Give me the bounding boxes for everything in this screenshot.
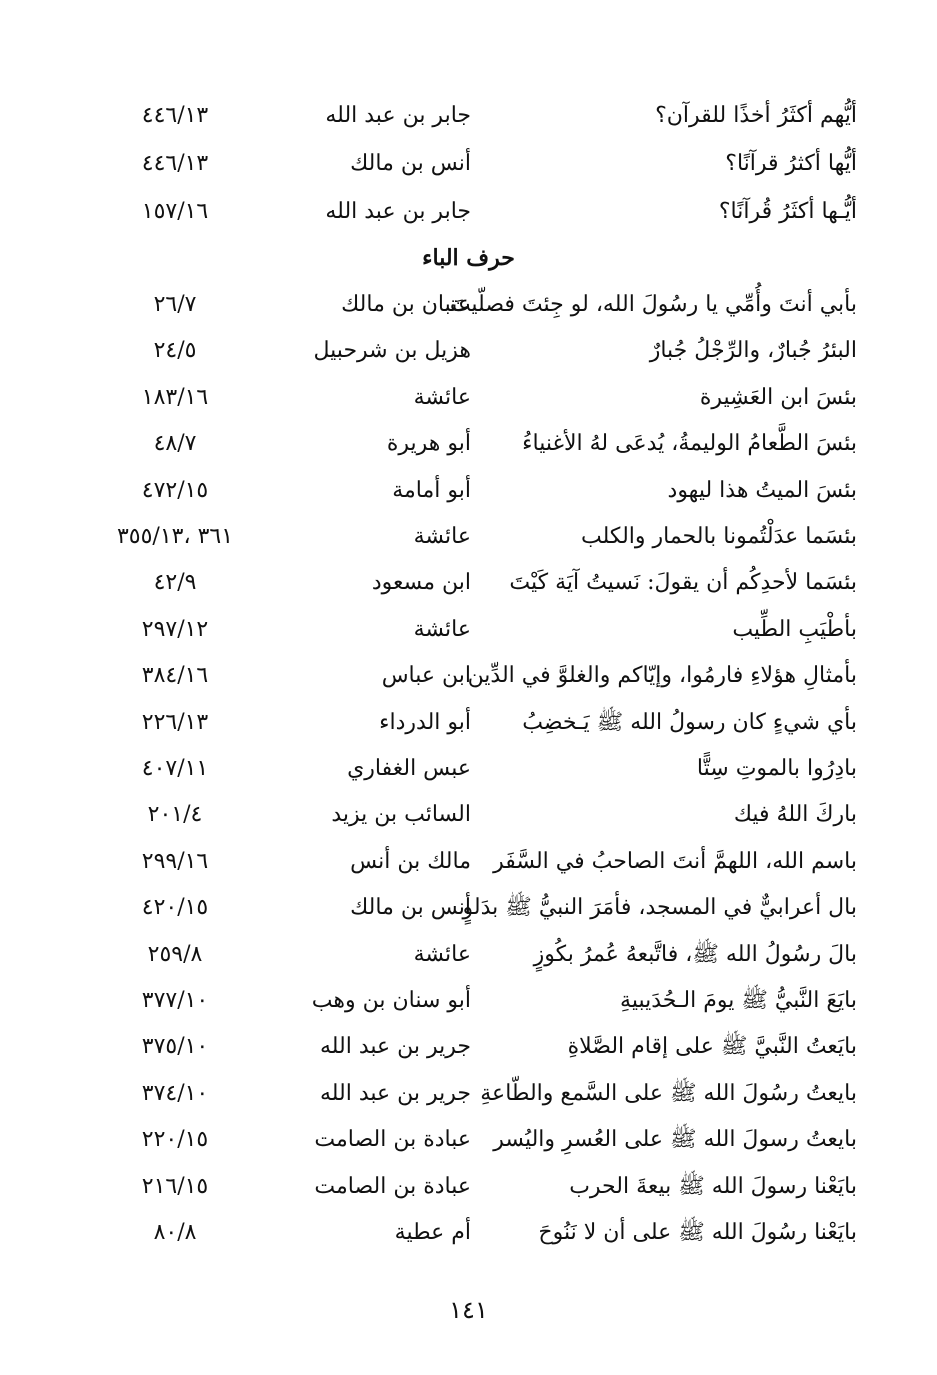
hadith-text: بادِرُوا بالموتِ سِتًّا [696,756,857,781]
narrator-name: عبادة بن الصامت [314,1127,471,1153]
narrator-name: جرير بن عبد الله [319,1034,471,1060]
hadith-text: بأمثالِ هؤلاءِ فارمُوا، وإيّاكم والغلوَّ في الدِّين [467,663,857,689]
hadith-text: بأبي أنتَ وأُمِّي يا رسُولَ الله، لو جِئتَ فصلّيتَ [449,292,857,317]
volume-page-reference: ١٥٧/١٦ [141,199,209,224]
hadith-text: بئسَ ابن العَشِيرة [699,384,857,410]
hadith-text: بايَعتُ النَّبيَّ ﷺ على إقام الصَّلاةِ [567,1034,857,1060]
narrator-name: السائب بن يزيد [331,802,471,828]
hadith-text: البئرُ جُبارٌ، والرِّجْلُ جُبارٌ [649,338,857,364]
hadith-text: بايَعْنا رسولَ الله ﷺ بيعةَ الحرب [569,1173,857,1199]
narrator-name: جرير بن عبد الله [319,1080,471,1106]
volume-page-reference: ٢٩٩/١٦ [141,848,209,874]
volume-page-reference: ٤٢/٩ [153,570,197,596]
index-row [0,749,937,789]
index-row [0,563,937,603]
hadith-text: بئسَ الميتُ هذا ليهود [667,477,857,503]
hadith-text: أيُّـها أكثَرُ قُرآنًا؟ [718,199,857,224]
volume-page-reference: ٢٥٩/٨ [147,941,203,967]
volume-page-reference: ٢٦/٧ [153,292,197,317]
narrator-name: أبو الدرداء [379,709,471,735]
hadith-text: بأطْيَبِ الطِّيب [732,616,857,642]
hadith-text: بايَعْنا رسُولَ الله ﷺ على أن لا نَنُوحَ [538,1220,857,1245]
narrator-name: ابن مسعود [371,570,471,596]
volume-page-reference: ٤٠٧/١١ [141,756,209,781]
volume-page-reference: ٣٧٧/١٠ [141,988,209,1013]
narrator-name: أنس بن مالك [350,895,471,921]
index-row [0,285,937,325]
hadith-text: أيُّهم أكثَرُ أخذًا للقرآن؟ [655,103,857,128]
hadith-text: بئسَما عدَلْتُمونا بالحمار والكلب [581,524,857,549]
index-row [0,192,937,232]
narrator-name: عتبان بن مالك [341,292,471,317]
narrator-name: أبو أمامة [392,477,471,503]
index-row [0,888,937,928]
volume-page-reference: ١٨٣/١٦ [141,384,209,410]
hadith-text: بال أعرابيٌّ في المسجد، فأمَرَ النبيُّ ﷺ بدَلوٍ [462,895,857,921]
hadith-text: باسم الله، اللهمَّ أنتَ الصاحبُ في السَّفَر [493,848,857,874]
volume-page-reference: ٢١٦/١٥ [141,1173,209,1199]
index-row [0,842,937,882]
hadith-text: بئسَما لأحدِكُم أن يقولَ: نَسيتُ آيَة كَيْتَ [509,570,857,596]
narrator-name: أبو هريرة [386,431,471,457]
narrator-name: عائشة [413,384,471,410]
volume-page-reference: ٤٤٦/١٣ [141,151,209,176]
volume-page-reference: ٢٢٦/١٣ [141,709,209,735]
index-row [0,96,937,136]
volume-page-reference: ٤٤٦/١٣ [141,103,209,128]
index-row [0,517,937,557]
narrator-name: جابر بن عبد الله [325,103,471,128]
narrator-name: أبو سنان بن وهب [311,988,471,1013]
volume-page-reference: ٣٦١ ،٣٥٥/١٣ [116,524,234,549]
volume-page-reference: ٢٠١/٤ [147,802,203,828]
volume-page-reference: ٢٩٧/١٢ [141,616,209,642]
volume-page-reference: ٢٤/٥ [153,338,197,364]
index-row [0,795,937,835]
index-row [0,656,937,696]
index-row [0,610,937,650]
volume-page-reference: ٢٢٠/١٥ [141,1127,209,1153]
narrator-name: عبادة بن الصامت [314,1173,471,1199]
volume-page-reference: ٣٧٤/١٠ [141,1080,209,1106]
narrator-name: عبس الغفاري [347,756,471,781]
narrator-name: عائشة [413,524,471,549]
index-row [0,935,937,975]
index-row [0,378,937,418]
index-row [0,1120,937,1160]
index-row [0,424,937,464]
index-row [0,703,937,743]
hadith-text: بايعتُ رسولَ الله ﷺ على العُسرِ واليُسر [493,1127,857,1153]
hadith-text: بأي شيءٍ كان رسولُ الله ﷺ يَـخضِبُ [522,709,857,735]
index-row [0,471,937,511]
volume-page-reference: ٤٢٠/١٥ [141,895,209,921]
narrator-name: هزيل بن شرحبيل [313,338,471,364]
narrator-name: أم عطية [394,1220,471,1245]
volume-page-reference: ٣٨٤/١٦ [141,663,209,689]
index-row [0,1167,937,1207]
volume-page-reference: ٨٠/٨ [153,1220,197,1245]
narrator-name: جابر بن عبد الله [325,199,471,224]
volume-page-reference: ٤٧٢/١٥ [141,477,209,503]
index-row [0,1213,937,1253]
volume-page-reference: ٤٨/٧ [153,431,197,457]
index-row [0,981,937,1021]
hadith-text: بالَ رسُولُ الله ﷺ، فاتَّبعهُ عُمرُ بكُوزٍ [533,941,857,967]
narrator-name: عائشة [413,941,471,967]
section-heading: حرف الباء [422,245,515,271]
narrator-name: أنس بن مالك [350,151,471,176]
index-row [0,331,937,371]
narrator-name: مالك بن أنس [350,848,471,874]
index-row [0,1074,937,1114]
hadith-text: بايَعَ النَّبيُّ ﷺ يومَ الـحُدَيبيةِ [620,988,857,1013]
index-row [0,1027,937,1067]
volume-page-reference: ٣٧٥/١٠ [141,1034,209,1060]
hadith-text: بئسَ الطَّعامُ الوليمةُ، يُدعَى لهُ الأغنياءُ [522,431,857,457]
narrator-name: ابن عباس [381,663,471,689]
hadith-text: أيُّها أكثرُ قرآنًا؟ [725,151,857,176]
narrator-name: عائشة [413,616,471,642]
hadith-text: باركَ اللهُ فيك [733,802,857,828]
page-number: ١٤١ [449,1296,488,1324]
index-row [0,144,937,184]
hadith-text: بايعتُ رسُولَ الله ﷺ على السَّمع والطّاعةِ [480,1080,857,1106]
